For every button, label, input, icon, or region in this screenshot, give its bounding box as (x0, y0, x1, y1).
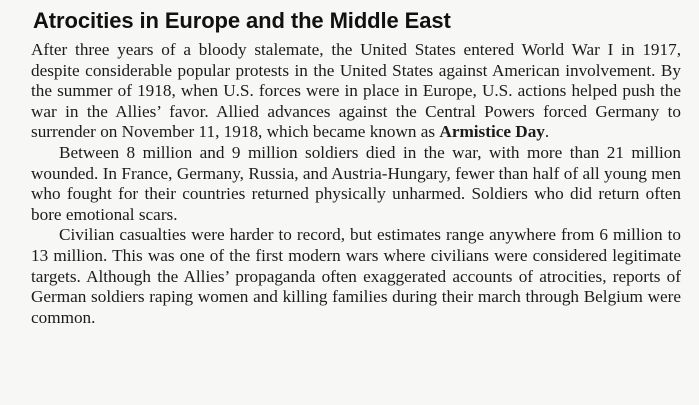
paragraph-2: Between 8 million and 9 million soldiers died in the war, with more than 21 million wounded. In France, Germany, Russia, and Austria-Hungary, fewer than half of all young men who fought for their countries returned physically unharmed. Soldiers who did return often bore emotional scars. (31, 142, 681, 224)
key-term-armistice-day: Armistice Day (439, 122, 545, 142)
section-heading: Atrocities in Europe and the Middle East (33, 8, 451, 33)
paragraph-3: Civilian casualties were harder to record, but estimates range anywhere from 6 million to 13 million. This was one of the first modern wars where civilians were considered legitimate targets. Although the Allies’ propaganda often exaggerated accounts of atrocities, reports of German soldiers raping women and killing families during their march through Belgium were common. (31, 225, 681, 327)
paragraph-1-text: After three years of a bloody stalemate, the United States entered World War I in 1917, despite considerable popular protests in the United States against American involvement. By the summer of 1918, when U.S. forces were in place in Europe, U.S. actions helped push the war in the Allies’ favor. Allied advances against the Central Powers forced Germany to surrender on November 11, 1918, which became known as (31, 40, 681, 142)
paragraph-1-end: . (544, 122, 550, 142)
paragraph-1 (31, 40, 681, 143)
